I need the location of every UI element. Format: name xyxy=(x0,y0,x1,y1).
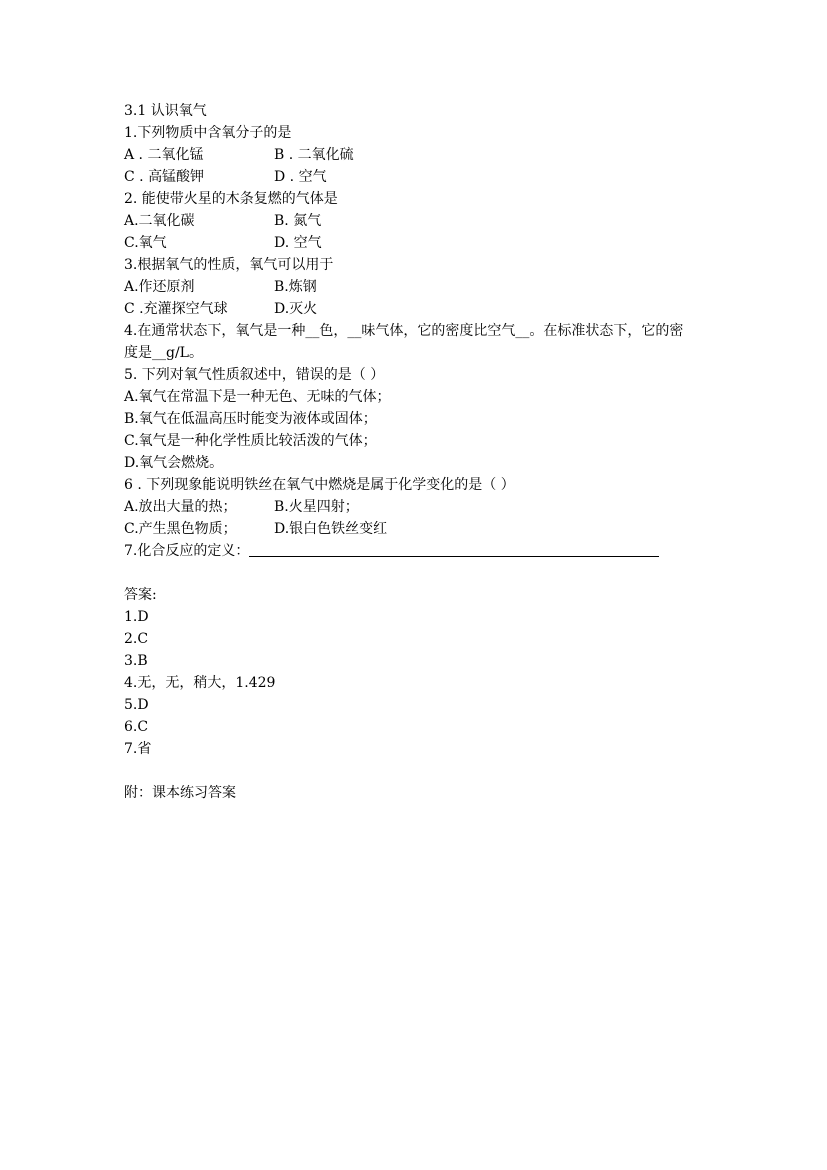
question-6-option-d: D.银白色铁丝变红 xyxy=(274,521,388,537)
question-1-option-c: C . 高锰酸钾 xyxy=(124,169,205,185)
question-3-option-c: C .充灌探空气球 xyxy=(124,301,228,317)
question-1-options-row-1 xyxy=(124,144,714,166)
question-1-stem: 1.下列物质中含氧分子的是 xyxy=(124,125,292,141)
document-body xyxy=(124,100,714,804)
question-5-option-b: B.氧气在低温高压时能变为液体或固体； xyxy=(124,411,377,427)
question-6-option-b: B.火星四射； xyxy=(274,499,359,515)
question-2-options-row-2 xyxy=(124,232,714,254)
question-4-stem-line-2: 度是__g/L。 xyxy=(124,345,203,361)
question-2-stem: 2. 能使带火星的木条复燃的气体是 xyxy=(124,191,338,207)
question-1-option-a: A . 二氧化锰 xyxy=(124,147,204,163)
appendix-note: 附：课本练习答案 xyxy=(124,785,236,801)
question-6-stem: 6 . 下列现象能说明铁丝在氧气中燃烧是属于化学变化的是（ ） xyxy=(124,477,515,493)
question-6-options-row-1 xyxy=(124,496,714,518)
question-3-option-a: A.作还原剂 xyxy=(124,279,195,295)
question-6-option-c: C.产生黑色物质； xyxy=(124,521,237,537)
question-4-stem-line-1: 4.在通常状态下，氧气是一种__色，__味气体，它的密度比空气__。在标准状态下，它的密 xyxy=(124,323,684,339)
question-2-option-b: B. 氮气 xyxy=(274,213,322,229)
answer-item: 2.C xyxy=(124,631,149,647)
question-1-option-d: D . 空气 xyxy=(274,169,327,185)
question-1-option-b: B . 二氧化硫 xyxy=(274,147,354,163)
question-2-option-d: D. 空气 xyxy=(274,235,322,251)
section-title: 3.1 认识氧气 xyxy=(124,103,207,119)
question-1-options-row-2 xyxy=(124,166,714,188)
answer-item: 6.C xyxy=(124,719,149,735)
question-3-options-row-1 xyxy=(124,276,714,298)
answer-item: 7.省 xyxy=(124,741,152,757)
spacer xyxy=(124,562,714,584)
answer-item: 5.D xyxy=(124,697,149,713)
question-3-option-b: B.炼钢 xyxy=(274,279,317,295)
question-7-row xyxy=(124,540,714,562)
answers-heading: 答案: xyxy=(124,587,157,603)
question-3-stem: 3.根据氧气的性质，氧气可以用于 xyxy=(124,257,334,273)
question-2-option-c: C.氧气 xyxy=(124,235,167,251)
question-5-option-d: D.氧气会燃烧。 xyxy=(124,455,224,471)
question-3-options-row-2 xyxy=(124,298,714,320)
answer-item: 1.D xyxy=(124,609,149,625)
question-5-option-a: A.氧气在常温下是一种无色、无味的气体； xyxy=(124,389,391,405)
question-7-stem: 7.化合反应的定义： xyxy=(124,543,250,559)
question-5-option-c: C.氧气是一种化学性质比较活泼的气体； xyxy=(124,433,377,449)
answer-item: 3.B xyxy=(124,653,148,669)
question-3-option-d: D.灭火 xyxy=(274,301,318,317)
question-5-stem: 5. 下列对氧气性质叙述中，错误的是（ ） xyxy=(124,367,385,383)
question-2-options-row-1 xyxy=(124,210,714,232)
question-2-option-a: A.二氧化碳 xyxy=(124,213,195,229)
question-6-option-a: A.放出大量的热； xyxy=(124,499,237,515)
answer-item: 4.无，无，稍大，1.429 xyxy=(124,675,276,691)
spacer xyxy=(124,760,714,782)
question-6-options-row-2 xyxy=(124,518,714,540)
answer-blank-line xyxy=(249,542,659,557)
